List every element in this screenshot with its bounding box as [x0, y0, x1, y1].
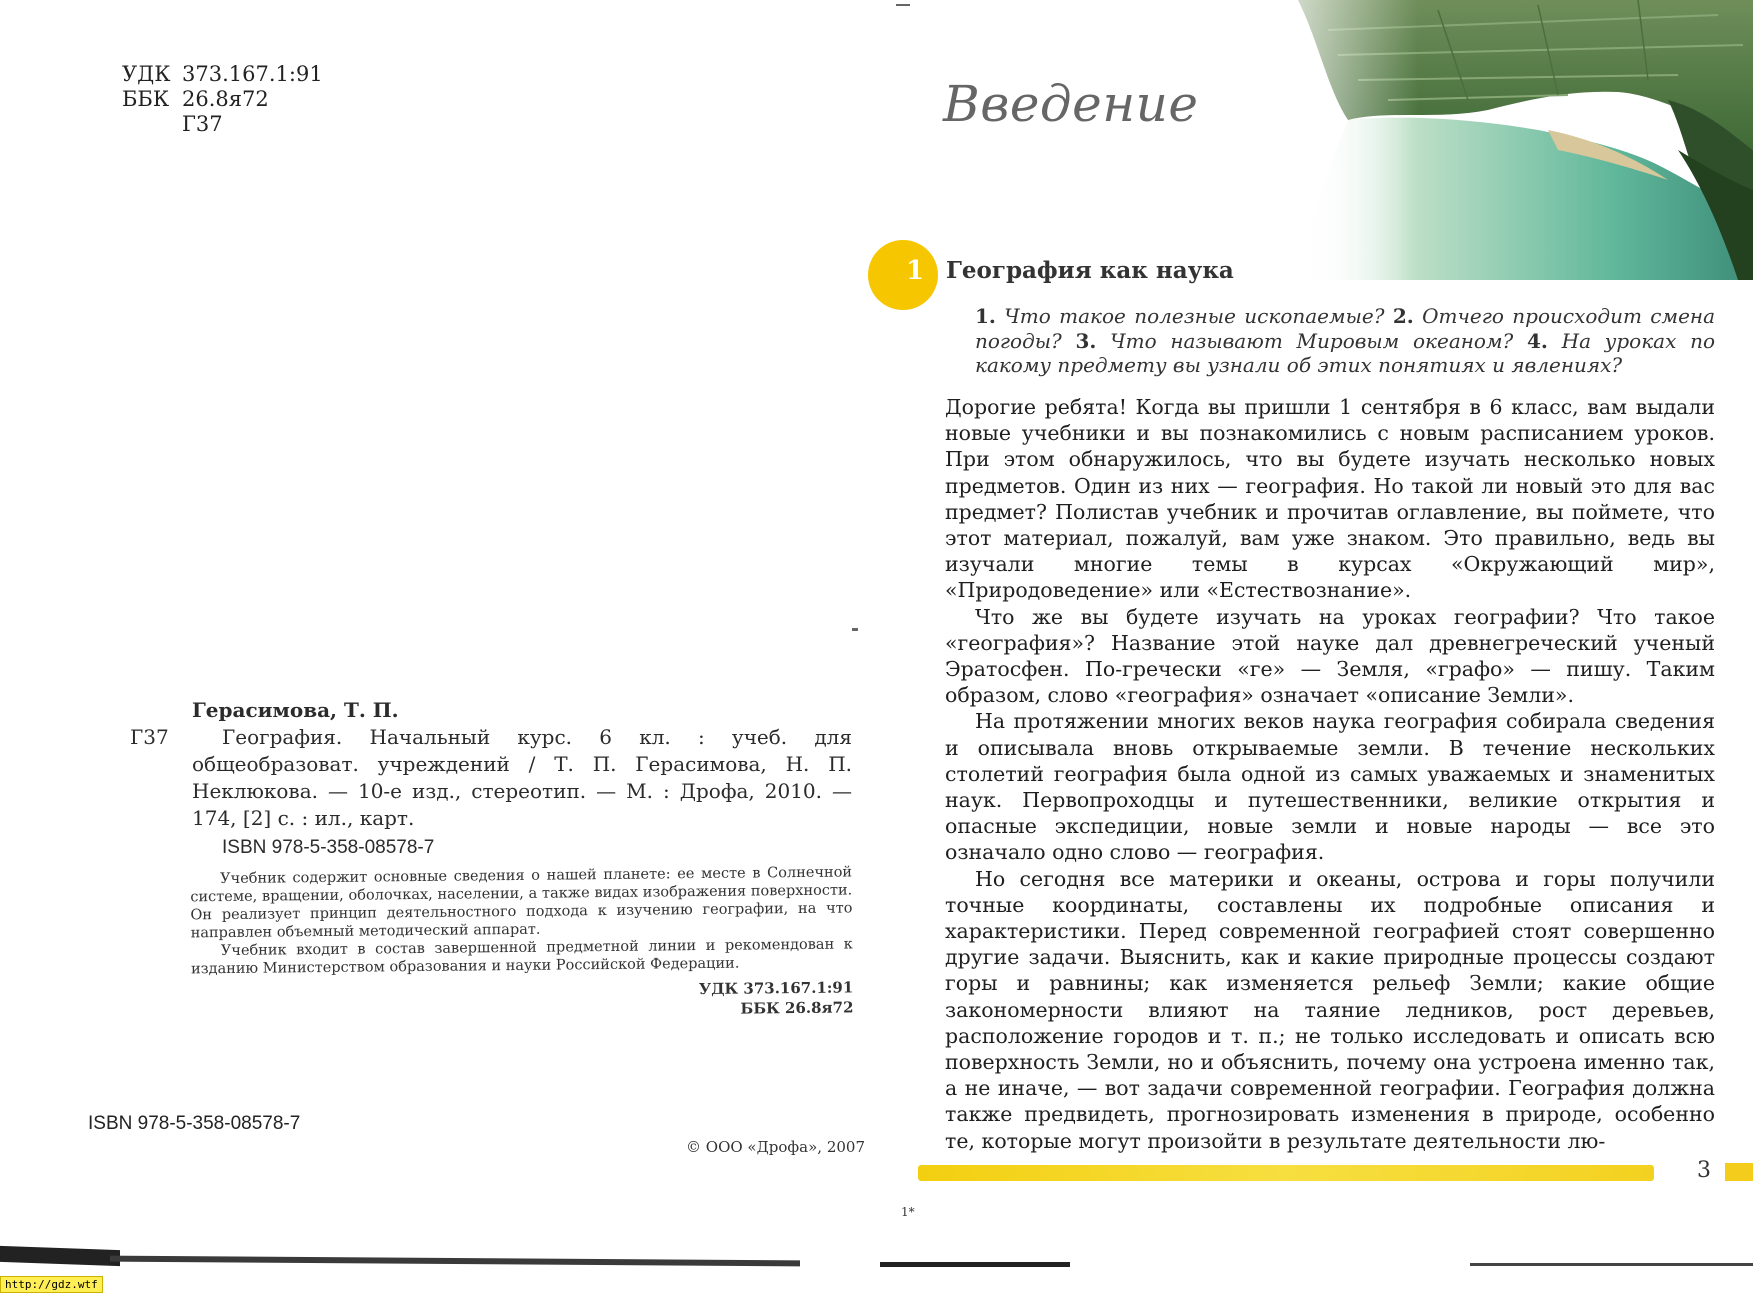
biblio-entry-text: География. Начальный курс. 6 кл. : учеб. для общеобразоват. учреждений / Т. П. Герасимова, Н. П. Неклюкова. — 10-е изд., стереотип. — М. : Дрофа, 2010. — 174, [2] с. : ил., карт. — [192, 725, 852, 830]
bbk-code: 26.8я72 — [182, 87, 269, 111]
question-text: Отчего происходит смена погоды? — [975, 304, 1716, 353]
book-annotation — [130, 863, 854, 1025]
biblio-isbn: ISBN 978-5-358-08578-7 — [222, 837, 435, 858]
isbn-footer: ISBN 978-5-358-08578-7 — [88, 1113, 301, 1134]
body-paragraph: Но сегодня все материки и океаны, острова и горы получили точные координаты, составлены их подробные описания и характеристики. Перед современной географией стоят совершенно другие задачи. Выяснить, как и какие природные процессы создают горы и равнины; как изменяется рельеф Земли; какие общие закономерности влияют на таяние ледников, рост деревьев, расположение городов и т. п.; не только исследовать и описать всю поверхность Земли, но и объяснить, почему она устроена именно так, а не иначе, — вот задачи современной географии. География должна также предвидеть, прогнозировать изменения в природе, особенно те, которые могут произойти в результате деятельности лю- — [945, 866, 1715, 1153]
coastal-landscape-photo — [1238, 0, 1753, 280]
classification-codes — [122, 62, 323, 137]
annotation-bbk: ББК 26.8я72 — [740, 998, 854, 1018]
question-text: Что называют Мировым океаном? — [1110, 328, 1514, 353]
question-number: 2. — [1392, 304, 1414, 328]
biblio-entry — [130, 724, 852, 832]
bbk-label: ББК — [122, 87, 170, 111]
paragraph-number-badge — [868, 240, 938, 310]
author-mark: Г37 — [182, 112, 223, 136]
udk-code: 373.167.1:91 — [182, 62, 323, 86]
question-number: 3. — [1075, 328, 1097, 353]
footer-accent-band — [918, 1165, 1654, 1181]
scan-edge-line — [110, 1256, 800, 1267]
question-number: 1. — [975, 304, 996, 328]
biblio-code: Г37 — [130, 725, 169, 749]
review-questions — [975, 304, 1715, 378]
scan-edge-line — [880, 1262, 1070, 1267]
scan-artifact — [896, 4, 910, 6]
section-body — [945, 394, 1715, 1154]
bibliographic-record — [130, 697, 852, 1025]
scan-edge-shadow — [0, 1246, 120, 1266]
question-text: На уроках по какому предмету вы узнали об этих понятиях и явлениях? — [975, 328, 1716, 377]
page-number: 3 — [1697, 1158, 1711, 1183]
annotation-paragraph-1: Учебник содержит основные сведения о нашей планете: ее месте в Солнечной системе, вращении, оболочках, населении, а также видах изображения поверхности. Он реализует принцип деятельностного подхода к изучению географии, на что направлен объемный методический аппарат. — [190, 864, 853, 942]
footer-accent-tab — [1725, 1163, 1753, 1181]
question-text: Что такое полезные ископаемые? — [1004, 304, 1385, 328]
biblio-author: Герасимова, Т. П. — [192, 698, 399, 722]
body-paragraph: На протяжении многих веков наука география собирала сведения и описывала вновь открываемые земли. В течение нескольких столетий география была одной из самых уважаемых и знаменитых наук. Первопроходцы и путешественники, великие открытия и опасные экспедиции, новые земли и новые народы — все это означало одно слово — география. — [945, 709, 1715, 865]
annotation-paragraph-2: Учебник входит в состав завершенной предметной линии и рекомендован к изданию Министерством образования и науки Российской Федерации. — [190, 936, 853, 978]
chapter-title: Введение — [943, 75, 1199, 133]
signature-mark: 1* — [901, 1205, 915, 1219]
udk-label: УДК — [122, 62, 171, 86]
paragraph-number: 1 — [906, 256, 925, 286]
scan-artifact — [852, 628, 858, 631]
coastal-landscape-illustration — [1238, 0, 1753, 280]
section-title: География как наука — [946, 257, 1234, 284]
annotation-udk: УДК 373.167.1:91 — [698, 978, 854, 999]
body-paragraph: Что же вы будете изучать на уроках географии? Что такое «география»? Название этой науке дал древнегреческий ученый Эратосфен. По-гречески «ге» — Земля, «графо» — пишу. Таким образом, слово «география» означает «описание Земли». — [945, 604, 1715, 708]
scan-edge-line — [1470, 1263, 1753, 1266]
annotation-codes — [191, 977, 853, 1024]
question-number: 4. — [1527, 328, 1548, 353]
scan-edge-left — [0, 1240, 800, 1272]
body-paragraph: Дорогие ребята! Когда вы пришли 1 сентября в 6 класс, вам выдали новые учебники и вы познакомились с новым расписанием уроков. При этом обнаружилось, что вы будете изучать несколько новых предметов. Один из них — география. Но такой ли новый это для вас предмет? Полистав учебник и прочитав оглавление, вы поймете, что этот материал, пожалуй, вам уже знаком. Это правильно, ведь вы изучали многие темы в курсах «Окружающий мир», «Природоведение» или «Естествознание». — [945, 395, 1715, 603]
copyright-notice: © ООО «Дрофа», 2007 — [686, 1138, 866, 1156]
scan-edge-right — [880, 1262, 1753, 1268]
site-url-tag[interactable]: http://gdz.wtf — [0, 1276, 103, 1293]
